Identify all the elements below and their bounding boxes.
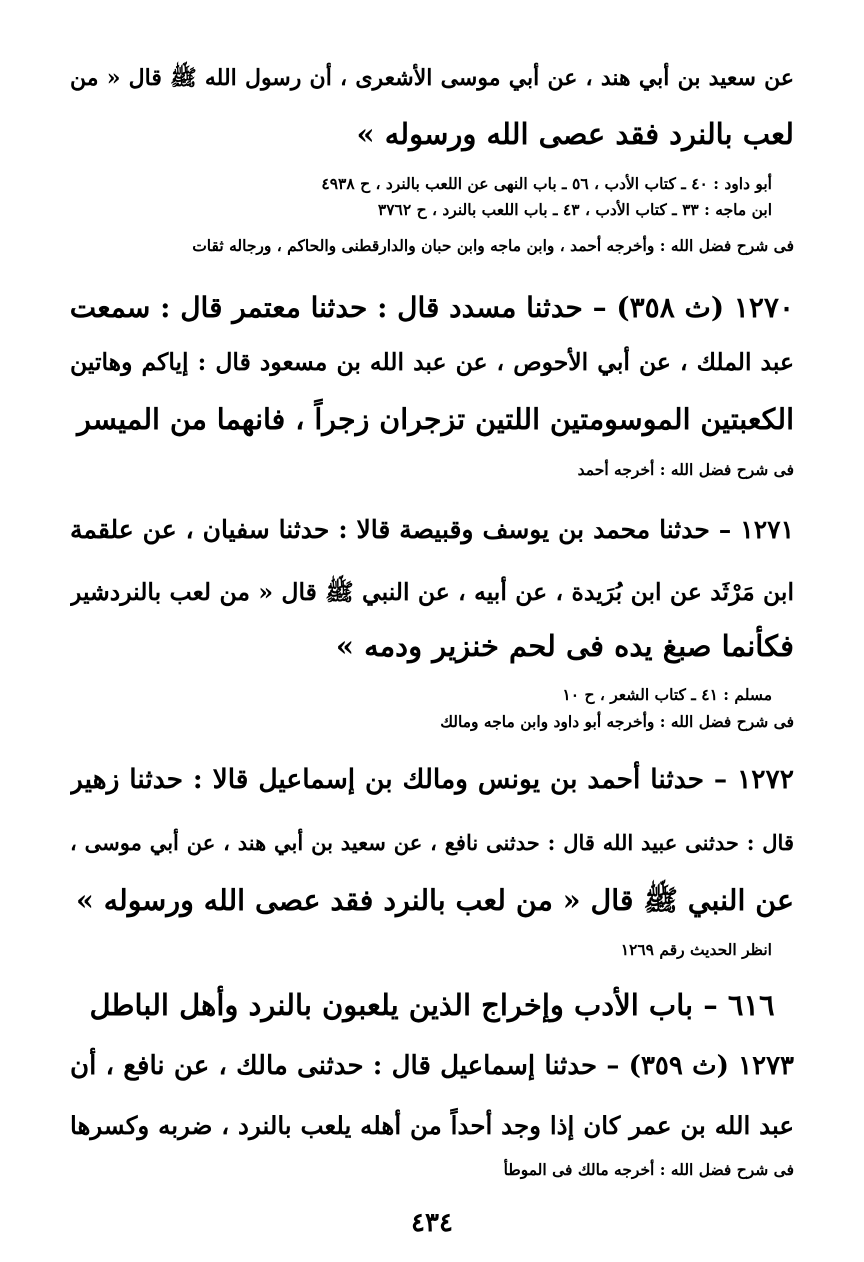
hadith-1273-heading: ١٢٧٣ (ث ٣٥٩) – حدثنا إسماعيل قال : حدثنى مالك ، عن نافع ، أن (70, 1051, 794, 1081)
reference-note: أبو داود : ٤٠ ـ كتاب الأدب ، ٥٦ ـ باب النهى عن اللعب بالنرد ، ح ٤٩٣٨ (321, 174, 772, 193)
hadith-1271-line-3: فكأنما صبغ يده فى لحم خنزير ودمه » (335, 629, 794, 663)
hadith-1272-heading: ١٢٧٢ – حدثنا أحمد بن يونس ومالك بن إسماعيل قالا : حدثنا زهير (70, 764, 794, 795)
reference-note: مسلم : ٤١ ـ كتاب الشعر ، ح ١٠ (562, 685, 772, 704)
page-number: ٤٣٤ (411, 1208, 453, 1238)
commentary-note: فى شرح فضل الله : وأخرجه أحمد ، وابن ماجه وابن حبان والدارقطنى والحاكم ، ورجاله ثقات (192, 236, 794, 255)
chapter-heading: ٦١٦ – باب الأدب وإخراج الذين يلعبون بالنرد وأهل الباطل (89, 988, 775, 1022)
reference-note: ابن ماجه : ٣٣ ـ كتاب الأدب ، ٤٣ ـ باب اللعب بالنرد ، ح ٣٧٦٢ (377, 200, 772, 219)
hadith-1272-line-2: قال : حدثنى عبيد الله قال : حدثنى نافع ، عن سعيد بن أبي هند ، عن أبي موسى ، (70, 830, 794, 855)
hadith-1270-line-2: عبد الملك ، عن أبي الأحوص ، عن عبد الله بن مسعود قال : إياكم وهاتين (70, 348, 794, 376)
hadith-1270-heading: ١٢٧٠ (ث ٣٥٨) – حدثنا مسدد قال : حدثنا معتمر قال : سمعت (70, 291, 794, 324)
commentary-note: فى شرح فضل الله : وأخرجه أبو داود وابن ماجه ومالك (440, 712, 794, 731)
hadith-1271-heading: ١٢٧١ – حدثنا محمد بن يوسف وقبيصة قالا : حدثنا سفيان ، عن علقمة (70, 515, 794, 544)
hadith-1271-line-2: ابن مَرْثَد عن ابن بُرَيدة ، عن أبيه ، عن النبي ﷺ قال « من لعب بالنردشير (70, 578, 794, 606)
hadith-1272-line-3: عن النبي ﷺ قال « من لعب بالنرد فقد عصى الله ورسوله » (76, 883, 794, 917)
hadith-1270-line-3: الكعبتين الموسومتين اللتين تزجران زجراً ، فانهما من الميسر (77, 402, 794, 436)
hadith-1273-line-2: عبد الله بن عمر كان إذا وجد أحداً من أهله يلعب بالنرد ، ضربه وكسرها (70, 1111, 794, 1140)
hadith-1269-line-2: عن سعيد بن أبي هند ، عن أبي موسى الأشعرى ، أن رسول الله ﷺ قال « من (70, 65, 794, 91)
commentary-note: فى شرح فضل الله : أخرجه أحمد (577, 460, 794, 479)
hadith-1269-line-3: لعب بالنرد فقد عصى الله ورسوله » (356, 117, 794, 151)
commentary-note: فى شرح فضل الله : أخرجه مالك فى الموطأ (503, 1160, 794, 1179)
cross-reference-note: انظر الحديث رقم ١٢٦٩ (620, 940, 772, 959)
